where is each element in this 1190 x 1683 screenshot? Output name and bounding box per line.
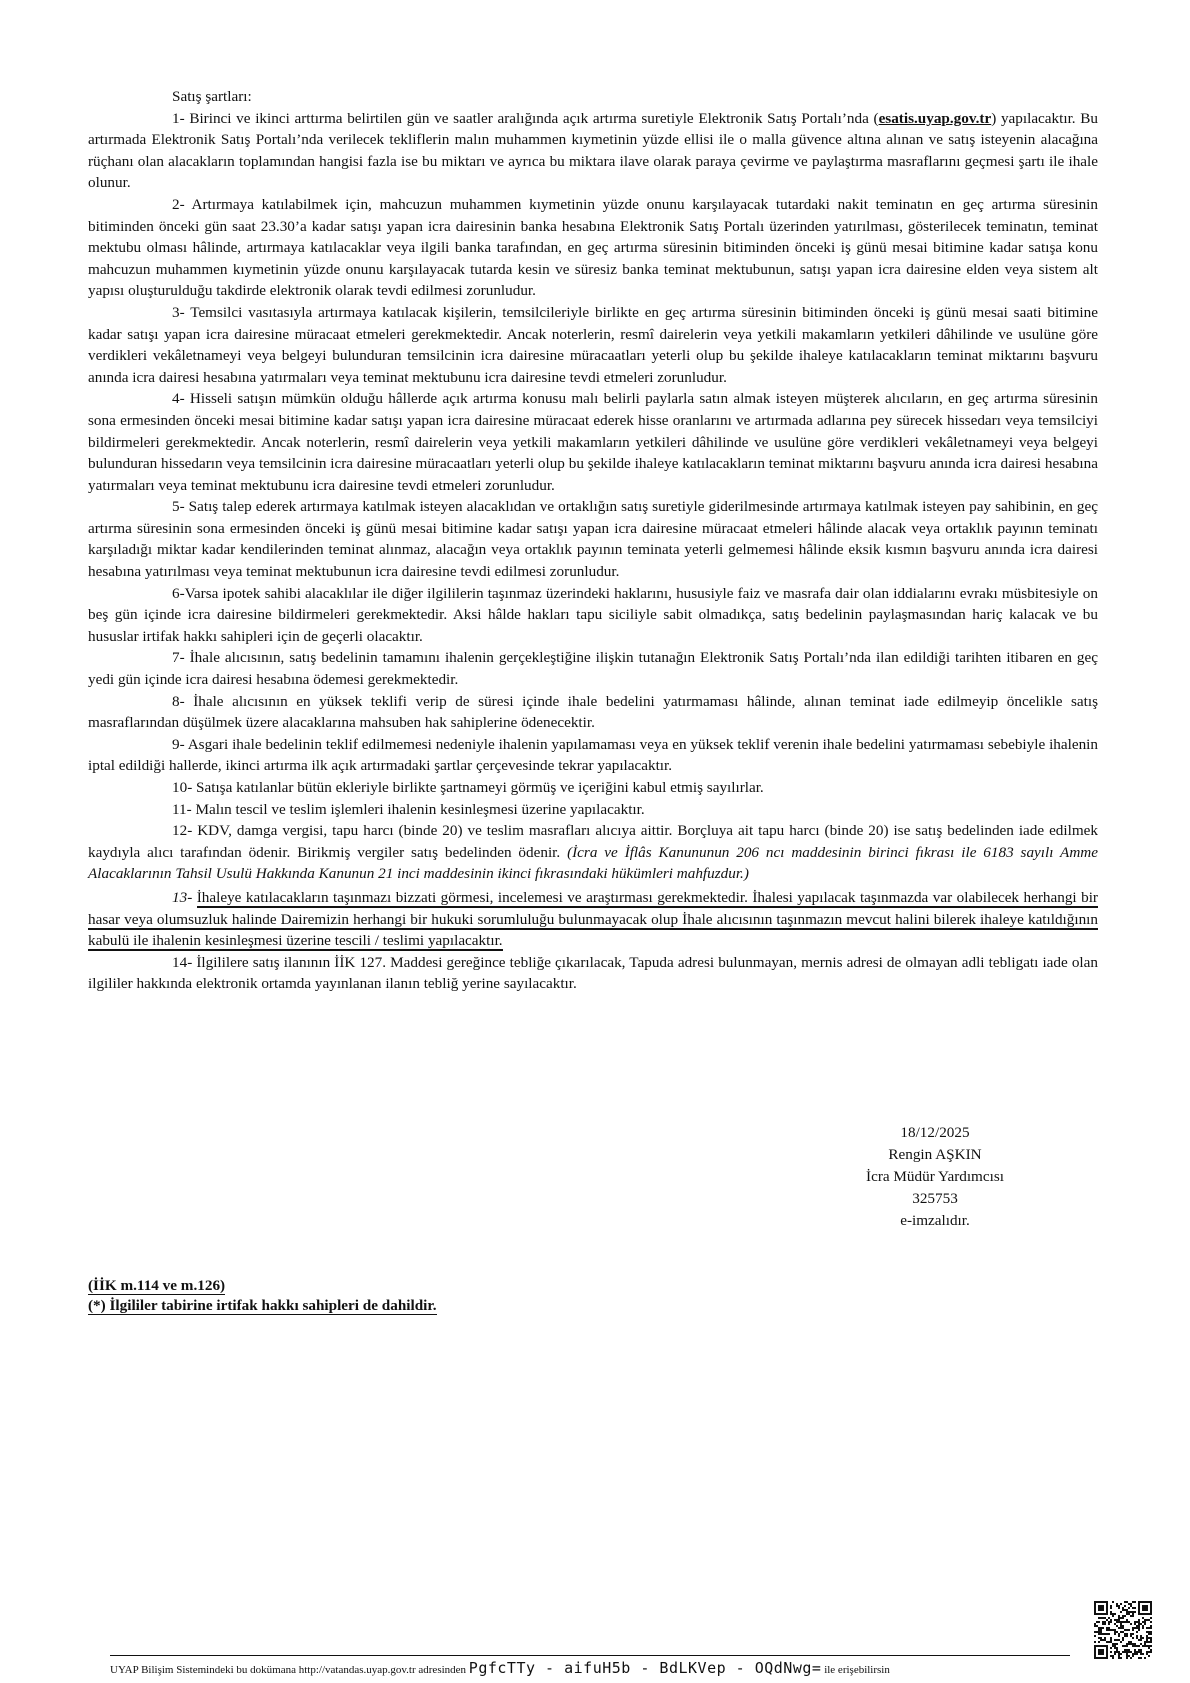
condition-2 [88, 194, 1098, 302]
notes-block [88, 1276, 437, 1316]
conditions-heading: Satış şartları: [172, 88, 252, 105]
portal-link[interactable]: esatis.uyap.gov.tr [878, 109, 992, 127]
condition-12 [88, 820, 1098, 885]
condition-5 [88, 496, 1098, 582]
condition-1 [88, 108, 1098, 194]
condition-text: ) yapılacaktır. Bu artırmada Elektronik Satış Portalı’nda verilecek tekliflerin malın muhammen kıymetinin yüzde ellisi ile o malla güvence altına alınan ve satış isteyenin alacağına rüçhanı olan alacakların toplamından hangisi fazla ise bu miktarı ve ayrıca bu miktara ilave olarak paraya çevirme ve paylaştırma masraflarını geçmesi şartı ile ihale olunur. [88, 109, 1098, 192]
condition-text: 5- Satış talep ederek artırmaya katılmak isteyen alacaklıdan ve ortaklığın satış suretiyle giderilmesinde artırmaya katılmak isteyen pay sahibinin, en geç artırma süresinin sona ermesinden önceki iş günü mesai bitimine kadar satışı yapan icra dairesine müracaat etmeleri hâlinde alacak veya ortaklık payının teminatı karşıladığı miktar kadar kendilerinden teminat alınmaz, alacağın veya ortaklık payının teminata yeterli gelmemesi hâlinde eksik kısmın başvuru anında icra dairesi hesabına yatırılması veya teminat mektubunun icra dairesine tevdi edilmesi zorunludur. [88, 498, 1098, 581]
condition-4 [88, 388, 1098, 496]
condition-text: 8- İhale alıcısının en yüksek teklifi verip de süresi içinde ihale bedelini yatırmaması hâlinde, alınan teminat iade edilmeyip öncelikle satış masraflarından düşülmek üzere alacaklarına mahsuben hak sahiplerine ödenecektir. [88, 692, 1098, 732]
footer-divider [110, 1655, 1070, 1656]
conditions-list [88, 108, 1098, 885]
condition-13 [88, 887, 1098, 952]
condition-13-text: İhaleye katılacakların taşınmazı bizzati görmesi, incelemesi ve araştırması gerekmektedir. İhalesi yapılacak taşınmazda var olabilecek herhangi bir hasar veya olumsuzluk halinde Dairemizin herhangi bir hukuki sorumluluğu bulunmayacak olup İhale alıcısının taşınmazın mevcut halini bilerek ihaleye katıldığının kabulü ile ihalenin kesinleşmesi üzerine tescili / teslimi yapılacaktır. [88, 888, 1098, 950]
condition-text: 3- Temsilci vasıtasıyla artırmaya katılacak kişilerin, temsilcileriyle birlikte en geç artırma süresinin bitiminden önceki iş günü mesai saati bitimine kadar satışı yapan icra dairesine müracaat etmeleri gerekmektedir. Ancak noterlerin, resmî dairelerin veya yetkili makamların yetkileri dâhilinde ve usulüne göre verdikleri vekâletnameyi veya belgeyi bulunduran temsilcinin icra dairesine müracaatları yeterli olup bu şekilde ihaleye katılacakların teminat miktarını başvuru anında icra dairesi hesabına yatırmaları veya teminat mektubunu icra dairesine tevdi etmeleri zorunludur. [88, 303, 1098, 386]
signature-date: 18/12/2025 [900, 1124, 970, 1141]
signer-name: Rengin AŞKIN [888, 1146, 982, 1163]
condition-text: 1- Birinci ve ikinci arttırma belirtilen gün ve saatler aralığında açık artırma suretiyle Elektronik Satış Portalı’nda ( [172, 109, 879, 127]
qr-code-icon [1094, 1601, 1152, 1659]
condition-text: 6-Varsa ipotek sahibi alacaklılar ile diğer ilgililerin taşınmaz üzerindeki haklarını, hususiyle faiz ve masrafa dair olan iddialarını evrakı müsbitesiyle on beş gün içinde icra dairesine bildirmeleri gerekmektedir. Aksi hâlde hakları tapu siciliyle sabit olmadıkça, satış bedelinin paylaşmasından hariç kalacak ve bu hususlar irtifak hakkı sahipleri için de geçerli olacaktır. [88, 584, 1098, 645]
verification-code: PgfcTTy - aifuH5b - BdLKVep - OQdNwg= [468, 1659, 822, 1677]
condition-text: 11- Malın tescil ve teslim işlemleri ihalenin kesinleşmesi üzerine yapılacaktır. [172, 800, 645, 818]
condition-6 [88, 583, 1098, 648]
document-body [88, 86, 1098, 995]
signer-title: İcra Müdür Yardımcısı [866, 1168, 1004, 1185]
footer-suffix: ile erişebilirsin [824, 1664, 890, 1676]
e-signature-note: e-imzalıdır. [900, 1212, 970, 1229]
law-reference: (İİK m.114 ve m.126) [88, 1277, 226, 1294]
condition-text: (İcra ve İflâs Kanununun 206 ncı maddesinin birinci fıkrası ile 6183 sayılı Amme Alacaklarının Tahsil Usulü Hakkında Kanunun 21 inci maddesinin ikinci fıkrasındaki hükümleri mahfuzdur.) [88, 843, 1098, 883]
condition-3 [88, 302, 1098, 388]
signature-block [800, 1122, 1070, 1232]
condition-text: 10- Satışa katılanlar bütün ekleriyle birlikte şartnameyi görmüş ve içeriğini kabul etmiş sayılırlar. [172, 779, 764, 796]
condition-text: 7- İhale alıcısının, satış bedelinin tamamını ihalenin gerçekleştiğine ilişkin tutanağın Elektronik Satış Portalı’nda ilan edildiği tarihten itibaren en geç yedi gün içinde icra dairesi hesabına ödemesi gerekmektedir. [88, 649, 1098, 689]
condition-text: 9- Asgari ihale bedelinin teklif edilmemesi nedeniyle ihalenin yapılamaması veya en yüksek teklif verenin ihale bedelini yatırmaması sebebiyle ihalenin iptal edildiği hallerde, ikinci artırma ilk açık artırmadaki şartlar çerçevesinde tekrar yapılacaktır. [88, 735, 1098, 775]
condition-13-number: 13- [172, 888, 193, 906]
condition-11 [88, 799, 1098, 821]
condition-text: 2- Artırmaya katılabilmek için, mahcuzun muhammen kıymetinin yüzde onunu karşılayacak tutardaki nakit teminatın en geç artırma süresinin bitiminden önceki gün saat 23.30’a kadar satışı yapan icra dairesinin banka hesabına Elektronik Satış Portalı üzerinden yatırılması, gösterilecek teminatın, teminat mektubu olması hâlinde, artırmaya katılacaklar veya ilgili banka tarafından, en geç artırma süresinin bitiminden önceki iş günü mesai bitimine kadar satışa konu mahcuzun muhammen kıymetinin yüzde onunu karşılayacak tutarda kesin ve süresiz banka teminat mektubunun, satışı yapan icra dairesine elden veya sistem alt yapısı oluşturulduğu takdirde elektronik olarak tevdi edilmesi zorunludur. [88, 195, 1098, 300]
condition-7 [88, 647, 1098, 690]
condition-8 [88, 691, 1098, 734]
condition-14: 14- İlgililere satış ilanının İİK 127. Maddesi gereğince tebliğe çıkarılacak, Tapuda adresi bulunmayan, mernis adresi de olmayan adli tebligatı iade olan ilgililer hakkında elektronik ortamda yayınlanan ilanın tebliğ yerine sayılacaktır. [88, 953, 1098, 993]
signer-sicil: 325753 [912, 1190, 958, 1207]
definition-note: (*) İlgililer tabirine irtifak hakkı sahipleri de dahildir. [88, 1297, 437, 1314]
condition-9 [88, 734, 1098, 777]
condition-text: 4- Hisseli satışın mümkün olduğu hâllerde açık artırma konusu malı belirli paylarla satın almak isteyen müşterek alıcıların, en geç artırma süresinin sona ermesinden önceki mesai bitimine kadar satışı yapan icra dairesine müracaat ederek hisse oranlarını ve artırmada adlarına pey sürecek hissedarı veya temsilciyi bildirmeleri gerekmektedir. Ancak noterlerin, resmî dairelerin veya yetkili makamların yetkileri dâhilinde ve usulüne göre verdikleri vekâletnameyi veya belgeyi bulunduran hissedarın veya temsilcinin icra dairesine müracaatları yeterli olup bu şekilde ihaleye katılacakların teminat miktarını başvuru anında icra dairesi hesabına yatırmaları veya teminat mektubunu icra dairesine tevdi etmeleri zorunludur. [88, 390, 1098, 494]
footer-prefix: UYAP Bilişim Sistemindeki bu dokümana http://vatandas.uyap.gov.tr adresinden [110, 1664, 467, 1676]
condition-10 [88, 777, 1098, 799]
footer [110, 1660, 1070, 1678]
condition-text: 12- KDV, damga vergisi, tapu harcı (binde 20) ve teslim masrafları alıcıya aittir. Borçluya ait tapu harcı (binde 20) ise satış bedelinden iade edilmek kaydıyla alıcı tarafından ödenir. Birikmiş vergiler satış bedelinden ödenir. [88, 822, 1098, 861]
